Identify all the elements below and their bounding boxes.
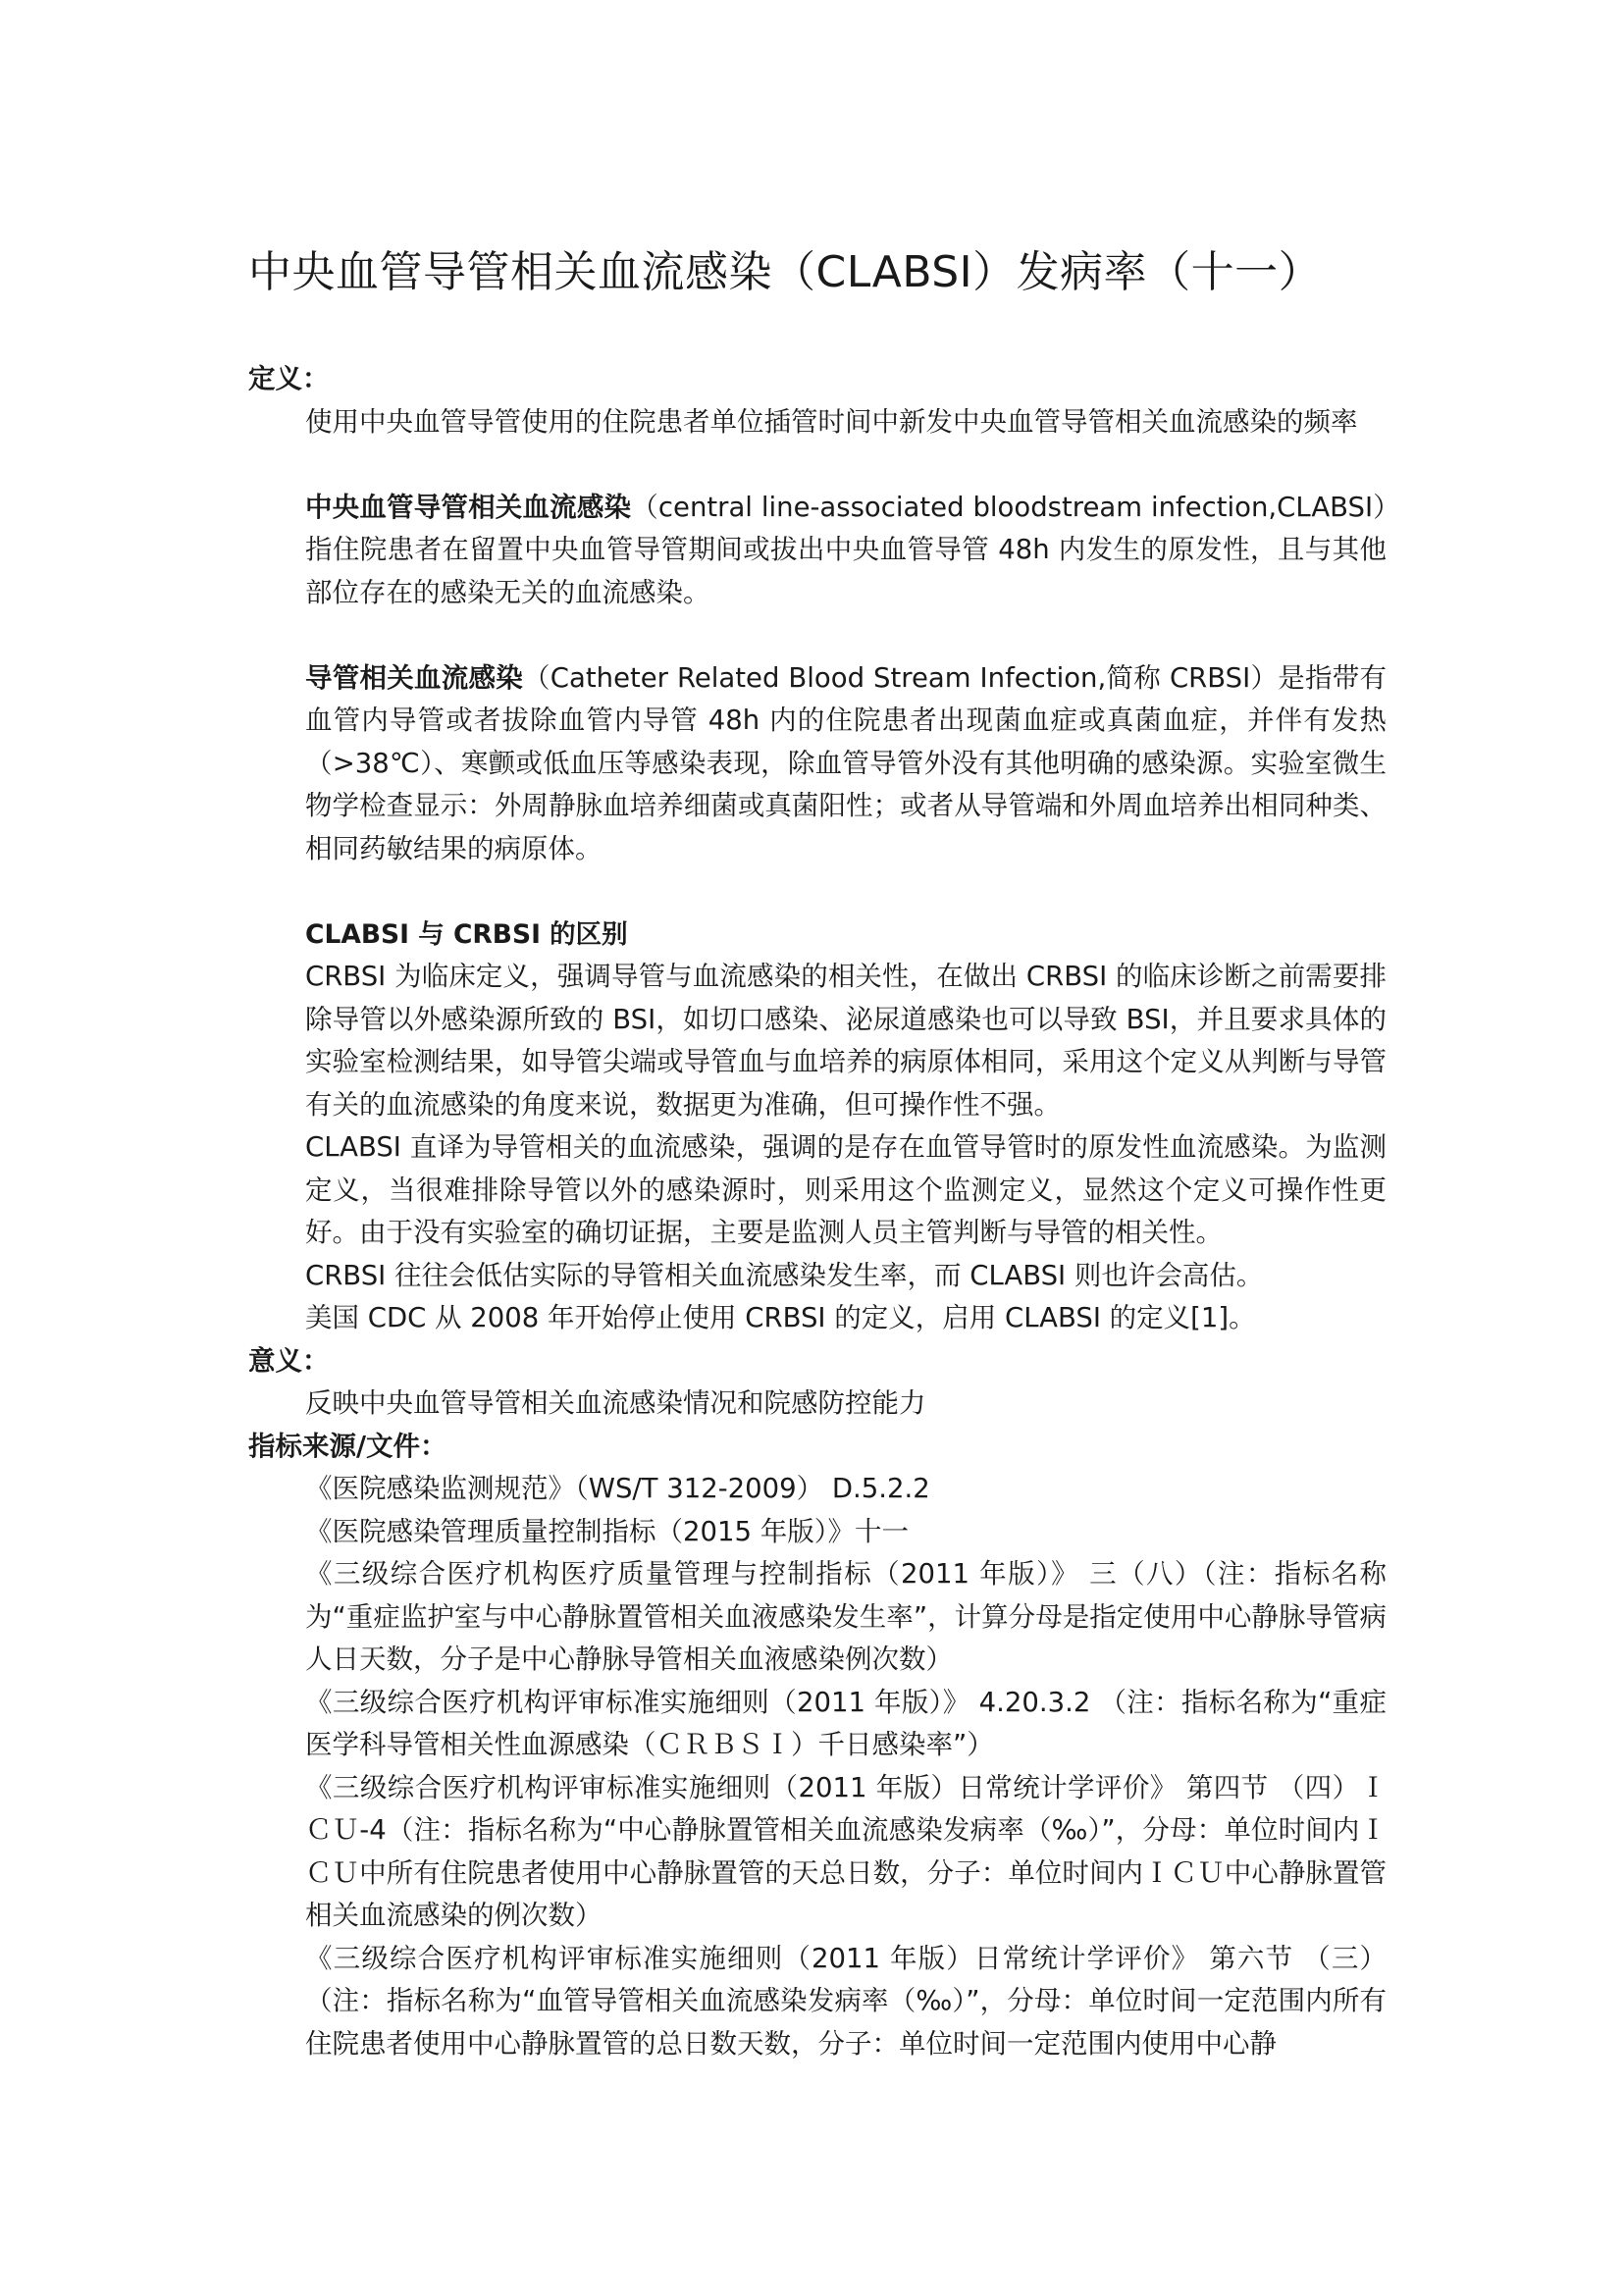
sources-heading: 指标来源/文件： bbox=[248, 1430, 447, 1462]
spacer bbox=[248, 614, 1387, 657]
source-item: 《三级综合医疗机构评审标准实施细则（2011 年版）日常统计学评价》 第六节 （三）（注：指标名称为“血管导管相关血流感染发病率（‰）”，分母：单位时间一定范围内所有住院患者使用中心静脉置管的总日数天数，分子：单位时间一定范围内使用中心静 bbox=[305, 1942, 1387, 2060]
difference-paragraph-4: 美国 CDC 从 2008 年开始停止使用 CRBSI 的定义，启用 CLABSI 的定义[1]。 bbox=[305, 1302, 1256, 1333]
source-item: 《三级综合医疗机构医疗质量管理与控制指标（2011 年版）》 三（八）（注：指标名称为“重症监护室与中心静脉置管相关血液感染发生率”，计算分母是指定使用中心静脉导管病人日天数，分子是中心静脉导管相关血液感染例次数） bbox=[305, 1558, 1387, 1675]
definition-heading: 定义： bbox=[248, 363, 330, 394]
clabsi-definition bbox=[305, 487, 1387, 615]
document-body bbox=[248, 358, 1387, 2065]
significance-text: 反映中央血管导管相关血流感染情况和院感防控能力 bbox=[305, 1387, 926, 1419]
source-item: 《三级综合医疗机构评审标准实施细则（2011 年版）日常统计学评价》 第四节 （四）ＩＣＵ-4（注：指标名称为“中心静脉置管相关血流感染发病率（‰）”，分母：单位时间内ＩＣＵ中所有住院患者使用中心静脉置管的天总日数，分子：单位时间内ＩＣＵ中心静脉置管相关血流感染的例次数） bbox=[305, 1771, 1387, 1931]
difference-paragraph-1: CRBSI 为临床定义，强调导管与血流感染的相关性，在做出 CRBSI 的临床诊断之前需要排除导管以外感染源所致的 BSI，如切口感染、泌尿道感染也可以导致 BSI，并且要求具体的实验室检测结果，如导管尖端或导管血与血培养的病原体相同，采用这个定义从判断与导管有关的血流感染的角度来说，数据更为准确，但可操作性不强。 bbox=[305, 961, 1387, 1121]
difference-paragraph-2: CLABSI 直译为导管相关的血流感染，强调的是存在血管导管时的原发性血流感染。为监测定义，当很难排除导管以外的感染源时，则采用这个监测定义，显然这个定义可操作性更好。由于没有实验室的确切证据，主要是监测人员主管判断与导管的相关性。 bbox=[305, 1131, 1387, 1248]
source-item: 《医院感染管理质量控制指标（2015 年版）》十一 bbox=[305, 1515, 909, 1547]
clabsi-text: （central line-associated bloodstream infection,CLABSI）指住院患者在留置中央血管导管期间或拔出中央血管导管 48h 内发生的原发性，且与其他部位存在的感染无关的血流感染。 bbox=[305, 491, 1388, 608]
difference-heading: CLABSI 与 CRBSI 的区别 bbox=[305, 918, 628, 950]
spacer bbox=[248, 444, 1387, 487]
spacer bbox=[248, 870, 1387, 913]
source-item: 《三级综合医疗机构评审标准实施细则（2011 年版）》 4.20.3.2 （注：指标名称为“重症医学科导管相关性血源感染（ＣＲＢＳＩ）千日感染率”） bbox=[305, 1686, 1387, 1760]
clabsi-term: 中央血管导管相关血流感染 bbox=[305, 491, 632, 523]
difference-paragraph-3: CRBSI 往往会低估实际的导管相关血流感染发生率，而 CLABSI 则也许会高估。 bbox=[305, 1259, 1264, 1291]
crbsi-text: （Catheter Related Blood Stream Infection,简称 CRBSI）是指带有血管内导管或者拔除血管内导管 48h 内的住院患者出现菌血症或真菌血症，并伴有发热（>38℃）、寒颤或低血压等感染表现，除血管导管外没有其他明确的感染源。实验室微生物学检查显示：外周静脉血培养细菌或真菌阳性；或者从导管端和外周血培养出相同种类、相同药敏结果的病原体。 bbox=[305, 661, 1388, 864]
source-item: 《医院感染监测规范》（WS/T 312-2009） D.5.2.2 bbox=[305, 1473, 930, 1504]
crbsi-definition bbox=[305, 657, 1387, 871]
page-title: 中央血管导管相关血流感染（CLABSI）发病率（十一） bbox=[248, 247, 1323, 297]
crbsi-term: 导管相关血流感染 bbox=[305, 661, 524, 694]
significance-heading: 意义： bbox=[248, 1344, 330, 1377]
definition-intro: 使用中央血管导管使用的住院患者单位插管时间中新发中央血管导管相关血流感染的频率 bbox=[305, 405, 1358, 438]
